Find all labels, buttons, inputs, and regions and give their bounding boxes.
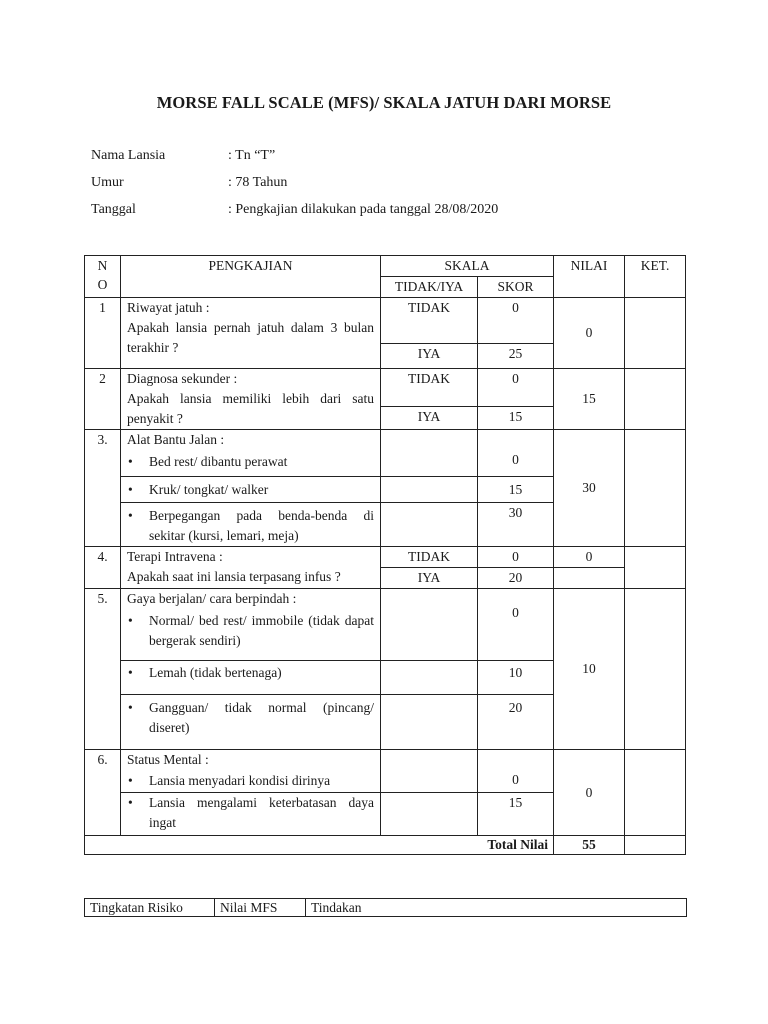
row-question: Apakah lansia memiliki lebih dari satu penyakit ? — [127, 391, 374, 426]
row-assessment — [121, 750, 381, 793]
option-score: 0 — [478, 430, 554, 477]
option-label: IYA — [381, 568, 478, 589]
table-row — [85, 430, 686, 477]
option-label — [381, 695, 478, 750]
bullet-item: • Lansia menyadari kondisi dirinya — [121, 771, 380, 791]
option-label — [381, 793, 478, 836]
row-ket — [625, 369, 686, 430]
option-label — [381, 477, 478, 503]
table-row — [85, 589, 686, 661]
bullet-item: • Gangguan/ tidak normal (pincang/ diseret) — [121, 695, 380, 738]
option-label — [381, 661, 478, 695]
bullet-item: • Normal/ bed rest/ immobile (tidak dapat bergerak sendiri) — [121, 611, 380, 651]
table-row — [85, 750, 686, 793]
row-title: Diagnosa sekunder : — [127, 371, 238, 386]
table-row — [85, 547, 686, 568]
row-number: 2 — [85, 369, 121, 430]
header-row — [85, 256, 686, 277]
row-ket — [625, 750, 686, 836]
table-row — [85, 369, 686, 407]
bullet-item: • Bed rest/ dibantu perawat — [121, 452, 380, 472]
row-nilai: 15 — [554, 369, 625, 430]
row-assessment — [121, 793, 381, 836]
row-assessment — [121, 503, 381, 547]
risk-header-row — [85, 899, 687, 917]
row-title: Alat Bantu Jalan : — [127, 432, 225, 447]
table-row — [85, 298, 686, 344]
row-number: 4. — [85, 547, 121, 589]
row-title: Terapi Intravena : — [127, 549, 223, 564]
option-score: 25 — [478, 344, 554, 369]
header-nilai: NILAI — [554, 256, 625, 298]
bullet-item: • Kruk/ tongkat/ walker — [121, 480, 380, 500]
option-score: 15 — [478, 407, 554, 430]
option-score: 15 — [478, 477, 554, 503]
option-label: TIDAK — [381, 298, 478, 344]
row-ket — [625, 589, 686, 750]
option-score: 0 — [478, 750, 554, 793]
option-label: TIDAK — [381, 369, 478, 407]
header-ket: KET. — [625, 256, 686, 298]
option-score: 10 — [478, 661, 554, 695]
row-assessment — [121, 477, 381, 503]
bullet-item: • Lemah (tidak bertenaga) — [121, 661, 380, 683]
option-label — [381, 430, 478, 477]
row-assessment — [121, 369, 381, 430]
header-tidak-iya: TIDAK/IYA — [381, 277, 478, 298]
total-row — [85, 836, 686, 855]
total-value: 55 — [554, 836, 625, 855]
info-value: : Tn “T” — [228, 148, 276, 163]
risk-header-tingkatan: Tingkatan Risiko — [85, 899, 215, 917]
row-nilai-empty — [554, 568, 625, 589]
total-label: Total Nilai — [85, 836, 554, 855]
row-assessment — [121, 695, 381, 750]
option-score: 0 — [478, 589, 554, 661]
option-score: 0 — [478, 369, 554, 407]
option-score: 30 — [478, 503, 554, 547]
row-title: Gaya berjalan/ cara berpindah : — [127, 591, 297, 606]
row-nilai: 10 — [554, 589, 625, 750]
risk-level-table — [84, 898, 687, 917]
row-assessment — [121, 589, 381, 661]
option-score: 0 — [478, 298, 554, 344]
row-nilai: 30 — [554, 430, 625, 547]
row-assessment — [121, 547, 381, 589]
option-label: IYA — [381, 407, 478, 430]
risk-header-tindakan: Tindakan — [306, 899, 687, 917]
header-no: N O — [85, 256, 121, 298]
header-skor: SKOR — [478, 277, 554, 298]
info-row-tanggal — [91, 202, 498, 218]
total-ket — [625, 836, 686, 855]
row-ket — [625, 298, 686, 369]
row-nilai: 0 — [554, 298, 625, 369]
row-question: Apakah saat ini lansia terpasang infus ? — [127, 569, 341, 584]
row-number: 3. — [85, 430, 121, 547]
option-label: TIDAK — [381, 547, 478, 568]
option-label: IYA — [381, 344, 478, 369]
info-row-nama — [91, 148, 275, 164]
bullet-item: • Lansia mengalami keterbatasan daya ingat — [121, 793, 380, 833]
row-nilai: 0 — [554, 750, 625, 836]
row-nilai: 0 — [554, 547, 625, 568]
row-ket — [625, 430, 686, 547]
row-number: 5. — [85, 589, 121, 750]
row-assessment — [121, 298, 381, 369]
info-label: Umur — [91, 175, 124, 190]
info-label: Tanggal — [91, 202, 136, 217]
row-title: Status Mental : — [127, 752, 209, 767]
option-score: 20 — [478, 695, 554, 750]
row-number: 6. — [85, 750, 121, 836]
row-ket — [625, 547, 686, 589]
row-assessment — [121, 430, 381, 477]
row-number: 1 — [85, 298, 121, 369]
bullet-item: • Berpegangan pada benda-benda di sekitar (kursi, lemari, meja) — [121, 503, 380, 546]
option-score: 0 — [478, 547, 554, 568]
option-label — [381, 589, 478, 661]
morse-fall-scale-table — [84, 255, 686, 855]
row-assessment — [121, 661, 381, 695]
option-score: 15 — [478, 793, 554, 836]
info-row-umur — [91, 175, 287, 191]
row-question: Apakah lansia pernah jatuh dalam 3 bulan terakhir ? — [127, 320, 374, 355]
document-title: MORSE FALL SCALE (MFS)/ SKALA JATUH DARI MORSE — [156, 93, 612, 112]
option-score: 20 — [478, 568, 554, 589]
risk-header-nilai-mfs: Nilai MFS — [215, 899, 306, 917]
header-skala: SKALA — [381, 256, 554, 277]
option-label — [381, 503, 478, 547]
option-label — [381, 750, 478, 793]
info-label: Nama Lansia — [91, 148, 166, 163]
row-title: Riwayat jatuh : — [127, 300, 210, 315]
info-value: : 78 Tahun — [228, 175, 288, 190]
header-pengkajian: PENGKAJIAN — [121, 256, 381, 298]
info-value: : Pengkajian dilakukan pada tanggal 28/08/2020 — [228, 202, 499, 217]
